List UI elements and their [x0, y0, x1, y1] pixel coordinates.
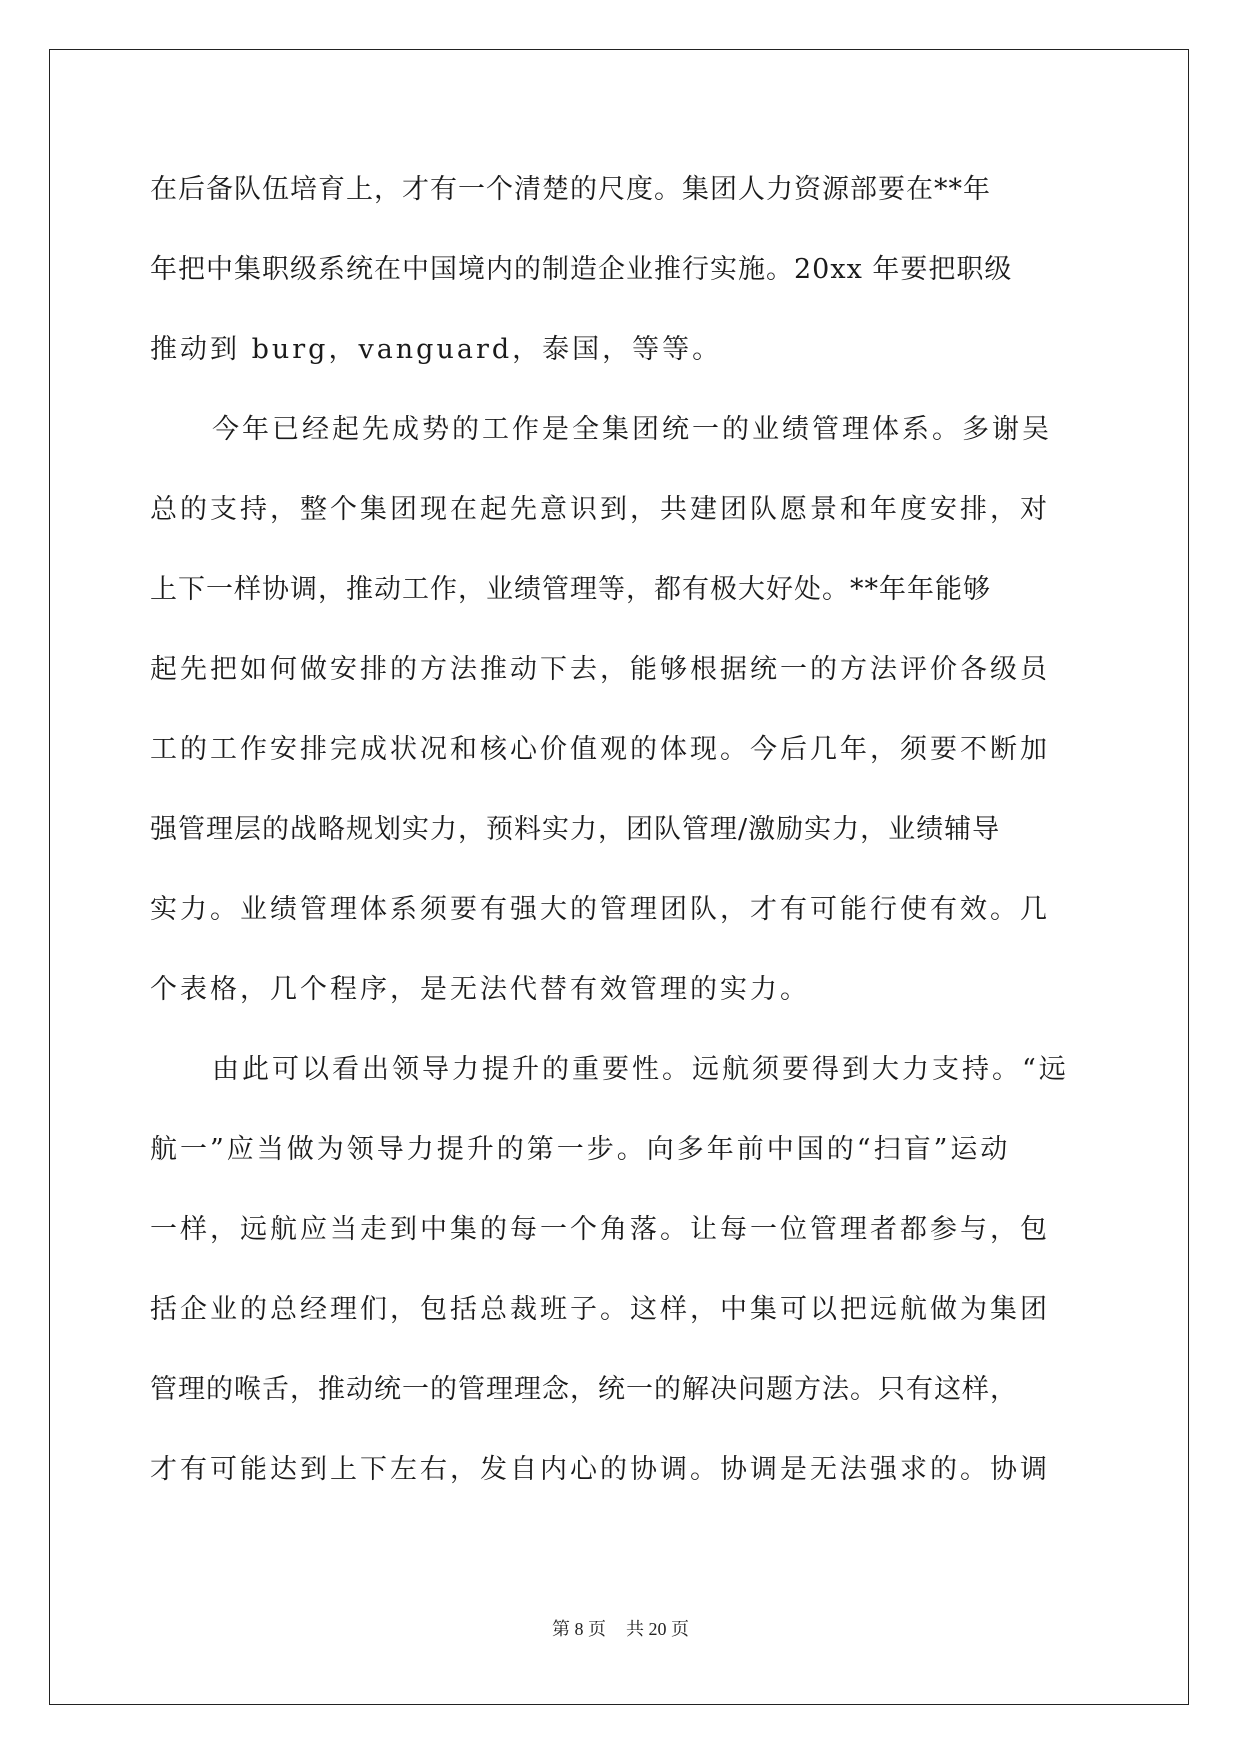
text-line: 推动到 burg，vanguard，泰国，等等。	[150, 334, 723, 365]
text-line: 总的支持，整个集团现在起先意识到，共建团队愿景和年度安排，对	[150, 494, 1050, 525]
text-line: 航一”应当做为领导力提升的第一步。向多年前中国的“扫盲”运动	[150, 1134, 1011, 1165]
text-line: 一样，远航应当走到中集的每一个角落。让每一位管理者都参与，包	[150, 1214, 1050, 1245]
page-number: 第 8 页	[552, 1619, 606, 1639]
document-body	[150, 150, 1090, 1510]
text-line: 管理的喉舌，推动统一的管理理念，统一的解决问题方法。只有这样，	[150, 1374, 1018, 1405]
paragraph-first-line: 由此可以看出领导力提升的重要性。远航须要得到大力支持。“远	[212, 1054, 1069, 1085]
text-line: 括企业的总经理们，包括总裁班子。这样，中集可以把远航做为集团	[150, 1294, 1050, 1325]
page-footer	[0, 1617, 1241, 1641]
text-line: 上下一样协调，推动工作，业绩管理等，都有极大好处。**年年能够	[150, 574, 991, 605]
text-line: 才有可能达到上下左右，发自内心的协调。协调是无法强求的。协调	[150, 1454, 1050, 1485]
text-line: 实力。业绩管理体系须要有强大的管理团队，才有可能行使有效。几	[150, 894, 1050, 925]
text-line: 强管理层的战略规划实力，预料实力，团队管理/激励实力，业绩辅导	[150, 814, 1001, 845]
text-line: 个表格，几个程序，是无法代替有效管理的实力。	[150, 974, 810, 1005]
text-line: 年把中集职级系统在中国境内的制造企业推行实施。20xx 年要把职级	[150, 254, 1013, 285]
paragraph-first-line: 今年已经起先成势的工作是全集团统一的业绩管理体系。多谢吴	[212, 414, 1052, 445]
page-total: 共 20 页	[626, 1619, 689, 1639]
text-line: 起先把如何做安排的方法推动下去，能够根据统一的方法评价各级员	[150, 654, 1050, 685]
text-line: 工的工作安排完成状况和核心价值观的体现。今后几年，须要不断加	[150, 734, 1050, 765]
text-line: 在后备队伍培育上，才有一个清楚的尺度。集团人力资源部要在**年	[150, 174, 991, 205]
